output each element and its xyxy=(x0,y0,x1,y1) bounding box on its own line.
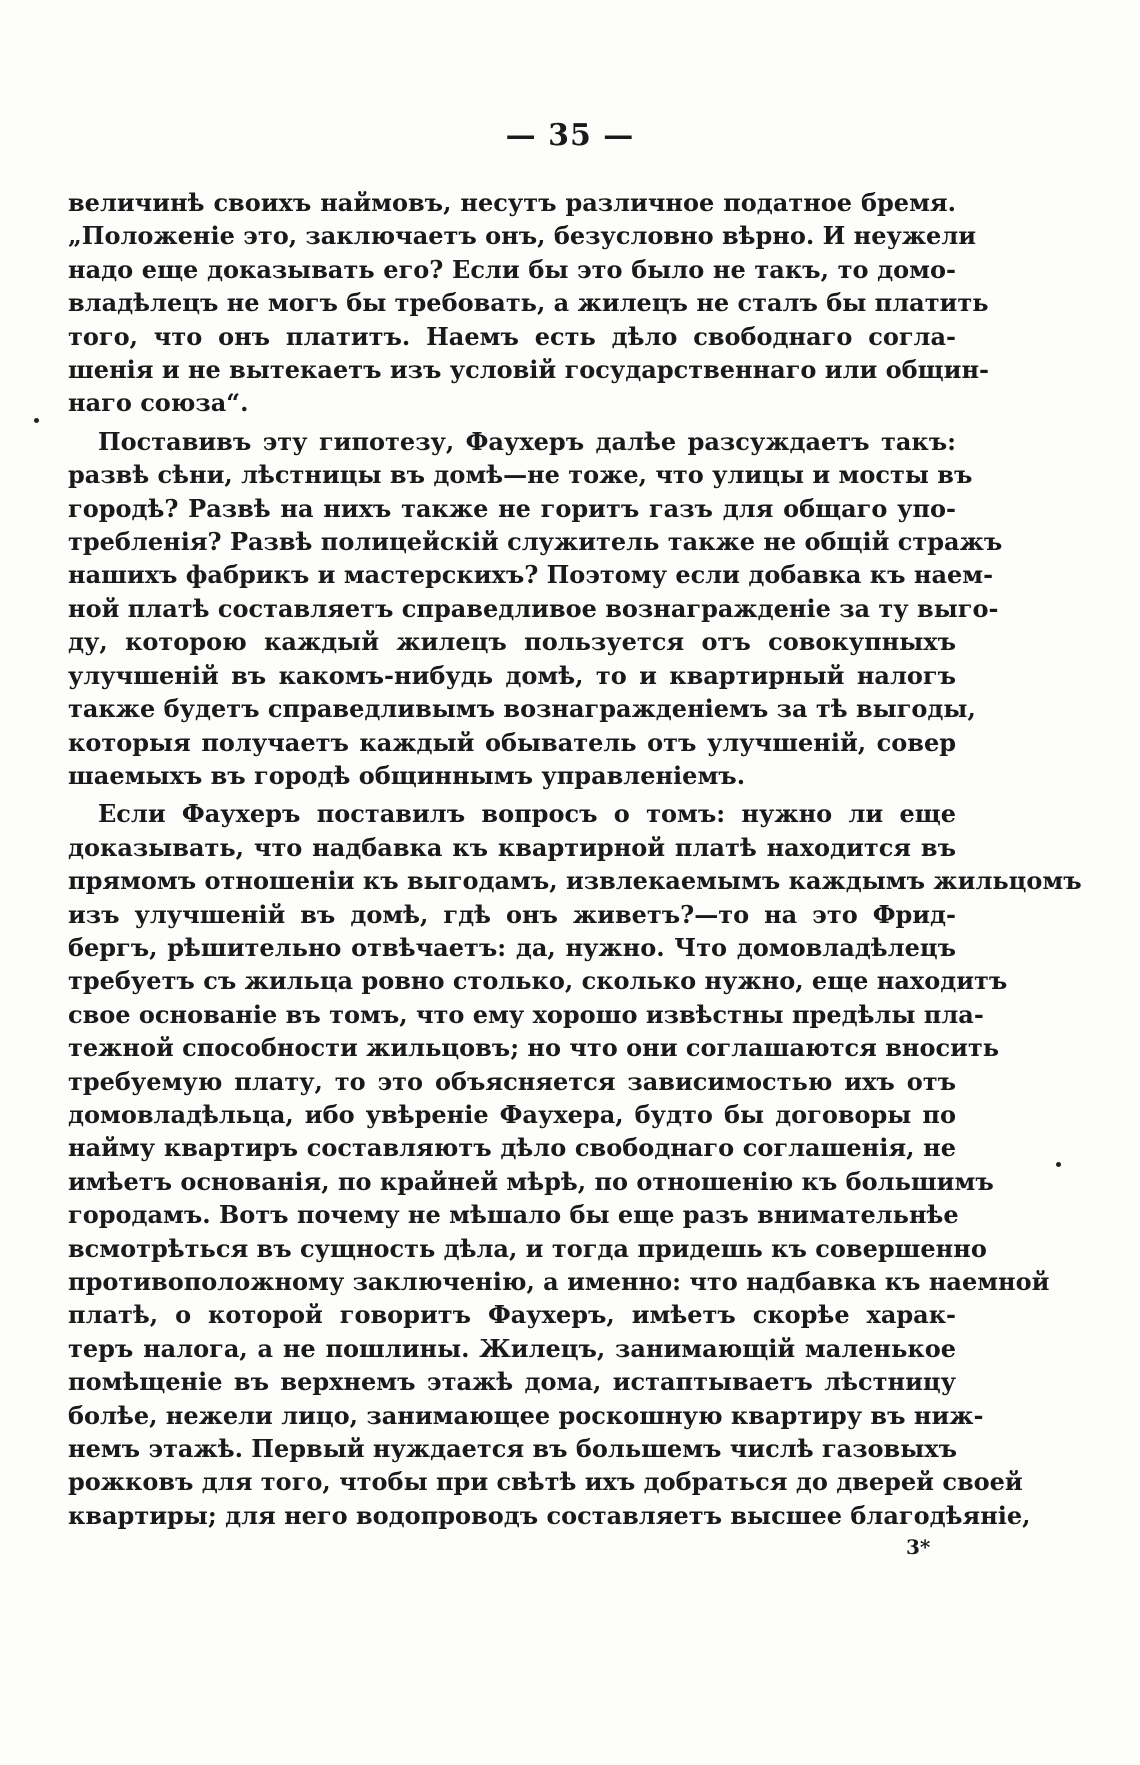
text-line: шенія и не вытекаетъ изъ условій государственнаго или общин- xyxy=(68,355,989,385)
text-line: улучшеній въ какомъ-нибудь домѣ, то и квартирный налогъ xyxy=(68,660,956,690)
text-line: противоположному заключенію, а именно: что надбавка къ наемной xyxy=(68,1267,1050,1296)
text-line: изъ улучшеній въ домѣ, гдѣ онъ живетъ?—то на это Фрид- xyxy=(68,899,956,929)
body-text xyxy=(68,186,1082,1537)
text-line: также будетъ справедливымъ вознагражденіемъ за тѣ выгоды, xyxy=(68,694,976,724)
text-line: найму квартиръ составляютъ дѣло свободнаго соглашенія, не xyxy=(68,1133,956,1163)
text-line: платѣ, о которой говоритъ Фаухеръ, имѣетъ скорѣе харак- xyxy=(68,1300,956,1330)
text-line: наго союза“. xyxy=(68,388,249,418)
text-line: надо еще доказывать его? Если бы это было не такъ, то домо- xyxy=(68,254,956,284)
text-line: шаемыхъ въ городѣ общиннымъ управленіемъ. xyxy=(68,760,746,790)
text-line: помѣщеніе въ верхнемъ этажѣ дома, истаптываетъ лѣстницу xyxy=(68,1367,956,1397)
text-line: свое основаніе въ томъ, что ему хорошо извѣстны предѣлы пла- xyxy=(68,999,984,1029)
text-line: нашихъ фабрикъ и мастерскихъ? Поэтому если добавка къ наем- xyxy=(68,560,994,590)
scan-speck xyxy=(1056,1162,1061,1167)
text-line: Поставивъ эту гипотезу, Фаухеръ далѣе разсуждаетъ такъ: xyxy=(98,426,956,456)
text-line: домовладѣльца, ибо увѣреніе Фаухера, будто бы договоры по xyxy=(68,1099,956,1129)
text-line: теръ налога, а не пошлины. Жилецъ, занимающій маленькое xyxy=(68,1333,956,1363)
scan-speck xyxy=(34,418,39,423)
text-line: того, что онъ платитъ. Наемъ есть дѣло свободнаго согла- xyxy=(68,321,956,351)
text-line: городѣ? Развѣ на нихъ также не горитъ газъ для общаго упо- xyxy=(68,493,956,523)
text-line: требуетъ съ жильца ровно столько, сколько нужно, еще находитъ xyxy=(68,966,1008,996)
text-line: бергъ, рѣшительно отвѣчаетъ: да, нужно. Что домовладѣлецъ xyxy=(68,932,956,962)
page-number: — 35 — xyxy=(505,118,635,153)
text-line: рожковъ для того, чтобы при свѣтѣ ихъ добраться до дверей своей xyxy=(68,1467,1023,1497)
text-line: квартиры; для него водопроводъ составляетъ высшее благодѣяніе, xyxy=(68,1500,1031,1530)
paragraph-1 xyxy=(68,186,989,420)
paragraph-2 xyxy=(68,425,1003,792)
text-line: требуемую плату, то это объясняется зависимостью ихъ отъ xyxy=(68,1066,956,1096)
text-line: ной платѣ составляетъ справедливое вознагражденіе за ту выго- xyxy=(68,593,999,623)
text-line: требленія? Развѣ полицейскій служитель также не общій стражъ xyxy=(68,527,1003,557)
text-line: имѣетъ основанія, по крайней мѣрѣ, по отношенію къ большимъ xyxy=(68,1166,994,1196)
text-line: тежной способности жильцовъ; но что они соглашаются вносить xyxy=(68,1033,1000,1063)
text-line: развѣ сѣни, лѣстницы въ домѣ—не тоже, что улицы и мосты въ xyxy=(68,460,973,490)
text-line: немъ этажѣ. Первый нуждается въ большемъ числѣ газовыхъ xyxy=(68,1434,957,1464)
signature-mark: 3* xyxy=(906,1535,931,1559)
text-line: прямомъ отношеніи къ выгодамъ, извлекаемымъ каждымъ жильцомъ xyxy=(68,866,1082,896)
paragraph-3 xyxy=(68,797,1082,1532)
text-line: которыя получаетъ каждый обыватель отъ улучшеній, совер xyxy=(68,727,956,757)
text-line: Если Фаухеръ поставилъ вопросъ о томъ: нужно ли еще xyxy=(98,799,956,829)
text-line: величинѣ своихъ наймовъ, несутъ различное податное бремя. xyxy=(68,188,956,217)
text-line: доказывать, что надбавка къ квартирной платѣ находится въ xyxy=(68,832,956,862)
text-line: ду, которою каждый жилецъ пользуется отъ совокупныхъ xyxy=(68,627,956,657)
text-line: владѣлецъ не могъ бы требовать, а жилецъ не сталъ бы платить xyxy=(68,288,989,318)
text-line: болѣе, нежели лицо, занимающее роскошную квартиру въ ниж- xyxy=(68,1400,984,1430)
text-line: городамъ. Вотъ почему не мѣшало бы еще разъ внимательнѣе xyxy=(68,1200,959,1230)
text-line: „Положеніе это, заключаетъ онъ, безусловно вѣрно. И неужели xyxy=(68,221,977,251)
text-line: всмотрѣться въ сущность дѣла, и тогда придешь къ совершенно xyxy=(68,1233,987,1263)
